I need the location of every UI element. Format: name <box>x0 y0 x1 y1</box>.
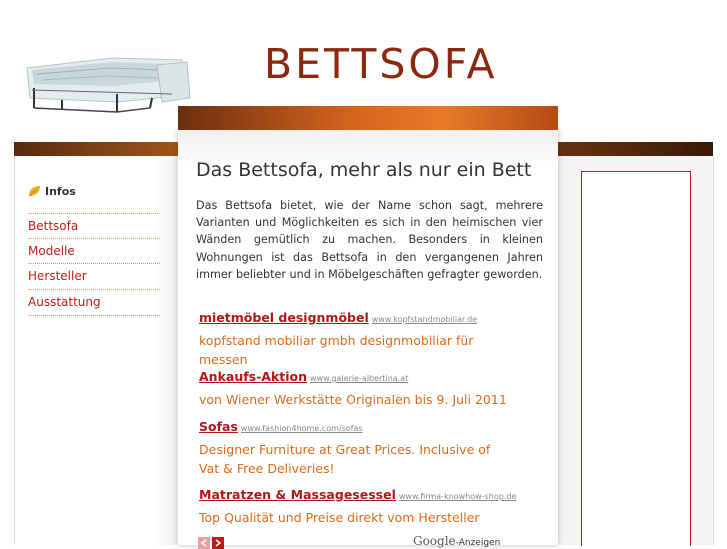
ad-block <box>199 419 499 478</box>
ad-url-link[interactable]: www.firma-knowhow-shop.de <box>398 492 517 501</box>
sidebar-item-hersteller[interactable]: Hersteller <box>28 263 160 289</box>
arrow-right-icon[interactable] <box>212 537 224 549</box>
sidebar-item-bettsofa[interactable]: Bettsofa <box>28 213 160 239</box>
ad-title-link[interactable]: Sofas <box>199 419 238 434</box>
sidebar-section-header <box>28 183 76 199</box>
ad-title-link[interactable]: Matratzen & Massagesessel <box>199 487 396 502</box>
ad-description: kopfstand mobiliar gmbh designmobiliar für messen <box>199 333 474 367</box>
leaf-icon <box>28 185 41 197</box>
ad-description: von Wiener Werkstätte Originalen bis 9. Juli 2011 <box>199 392 507 407</box>
ad-block <box>199 310 519 369</box>
ad-title-link[interactable]: mietmöbel designmöbel <box>199 310 369 325</box>
site-title: BETTSOFA <box>264 40 498 88</box>
google-logo: Google <box>413 534 456 548</box>
ad-url-link[interactable]: www.fashion4home.com/sofas <box>240 424 363 433</box>
ad-title-link[interactable]: Ankaufs-Aktion <box>199 369 308 384</box>
ad-navigation <box>198 537 224 549</box>
ad-block <box>199 369 519 409</box>
intro-paragraph: Das Bettsofa bietet, wie der Name schon sagt, mehrere Varianten und Möglichkeiten es sich in den heimischen vier Wänden gemütlich zu machen. Besonders in kleinen Wohnungen ist das Bettsofa in den vergangenen Jahren immer beliebter und in Möbelgeschäften gefragter geworden. <box>196 199 543 281</box>
sidebar-item-modelle[interactable]: Modelle <box>28 238 160 264</box>
google-ads-label[interactable] <box>413 534 500 548</box>
content-top-bar <box>178 106 558 130</box>
right-ad-box <box>581 171 691 546</box>
ad-url-link[interactable]: www.galerie-albertina.at <box>310 374 409 383</box>
ad-url-link[interactable]: www.kopfstandmobiliar.de <box>371 315 478 324</box>
ad-description: Top Qualität und Preise direkt vom Hersteller <box>199 510 480 525</box>
arrow-left-icon[interactable] <box>198 537 210 549</box>
sidebar-divider <box>28 315 160 316</box>
sofa-bed-image <box>22 50 192 130</box>
ad-description: Designer Furniture at Great Prices. Inclusive of Vat & Free Deliveries! <box>199 442 491 476</box>
sidebar-section-label: Infos <box>45 184 76 198</box>
page-heading: Das Bettsofa, mehr als nur ein Bett <box>196 159 532 181</box>
ads-label: -Anzeigen <box>455 538 501 548</box>
ad-block <box>199 487 519 527</box>
sidebar-item-ausstattung[interactable]: Ausstattung <box>28 289 160 315</box>
